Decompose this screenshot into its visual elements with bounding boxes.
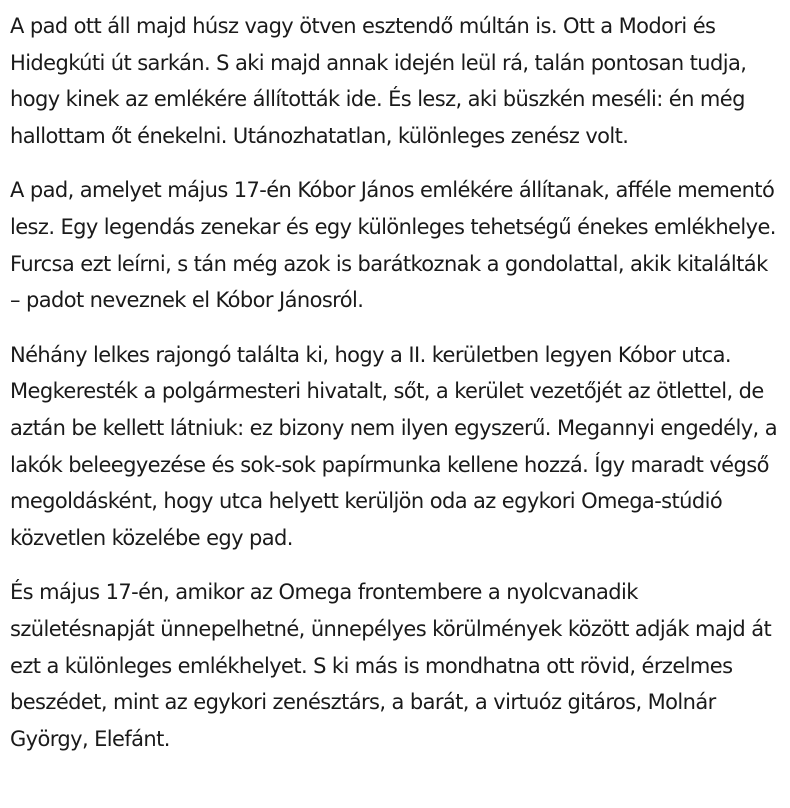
paragraph-3: Néhány lelkes rajongó találta ki, hogy a II. kerületben legyen Kóbor utca. Megkeresték a polgármesteri hivatalt, sőt, a kerület vezetőjét az ötlettel, de aztán be kellett látniuk: ez bizony nem ilyen egyszerű. Megannyi engedély, a lakók beleegyezése és sok-sok papírmunka kellene hozzá. Így maradt végső megoldásként, hogy utca helyett kerüljön oda az egykori Omega-stúdió közvetlen közelébe egy pad. [10,342,777,550]
paragraph-1: A pad ott áll majd húsz vagy ötven esztendő múltán is. Ott a Modori és Hidegkúti út sarkán. S aki majd annak idején leül rá, talán pontosan tudja, hogy kinek az emlékére állították ide. És lesz, aki büszkén meséli: én még hallottam őt énekelni. Utánozhatatlan, különleges zenész volt. [10,14,747,148]
paragraph-2: A pad, amelyet május 17-én Kóbor János emlékére állítanak, afféle mementó lesz. Egy legendás zenekar és egy különleges tehetségű énekes emlékhelye. Furcsa ezt leírni, s tán még azok is barátkoznak a gondolattal, akik kitalálták – padot neveznek el Kóbor Jánosról. [10,178,776,313]
paragraph-4: És május 17-én, amikor az Omega frontembere a nyolcvanadik születésnapját ünnepelhetné, ünnepélyes körülmények között adják majd át ezt a különleges emlékhelyet. S ki más is mondhatna ott rövid, érzelmes beszédet, mint az egykori zenésztárs, a barát, a virtuóz gitáros, Molnár György, Elefánt. [10,580,772,751]
